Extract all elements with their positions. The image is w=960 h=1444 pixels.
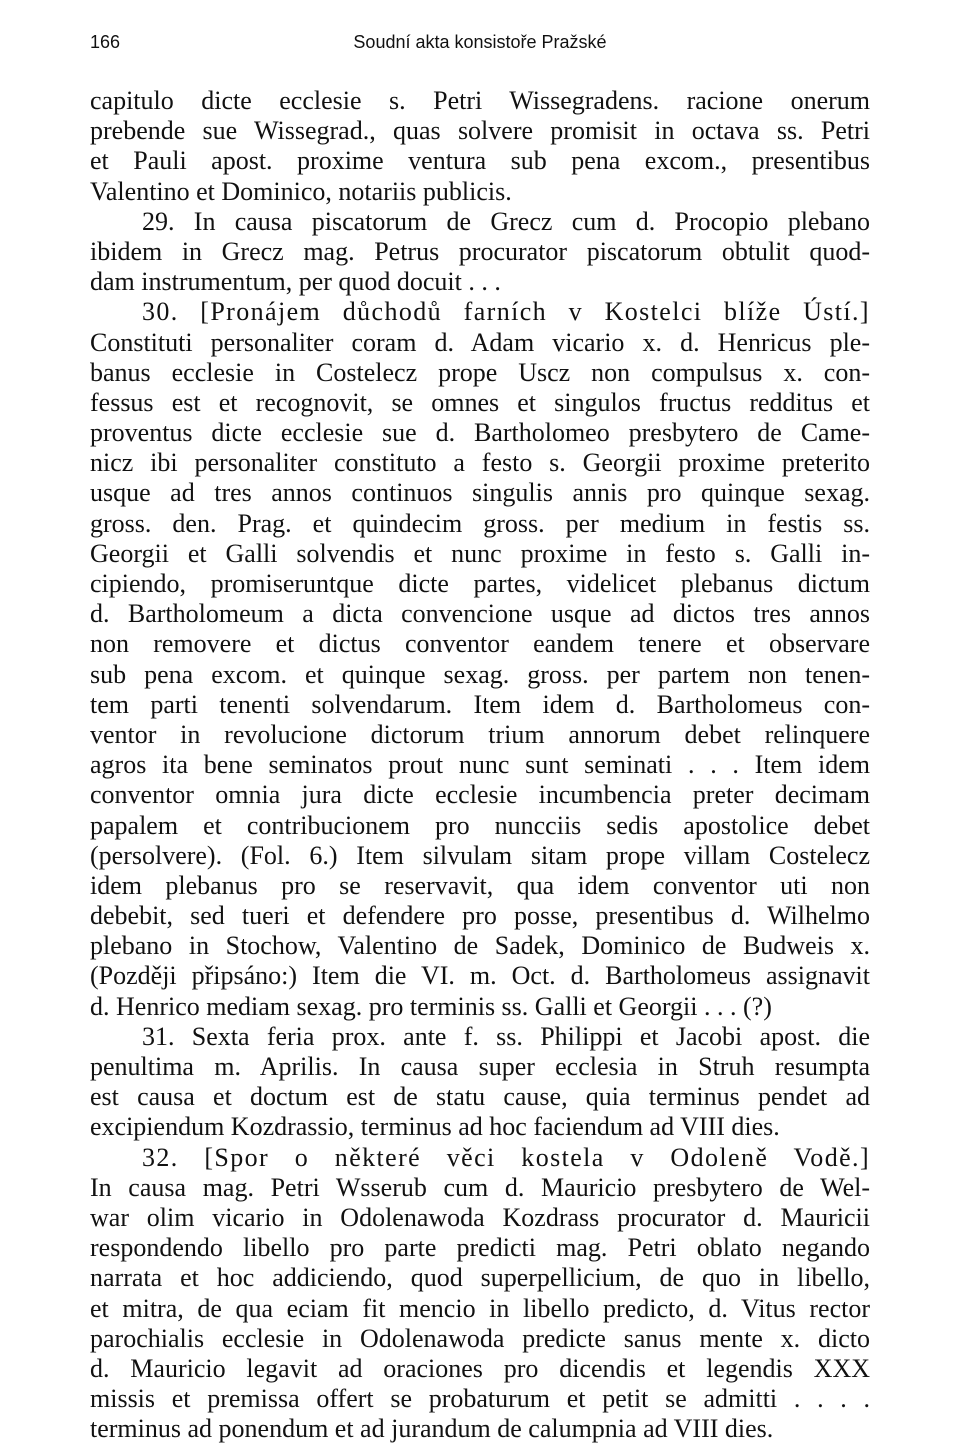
text-line: sub pena excom. et quinque sexag. gross. per partem non tenen- xyxy=(90,659,870,689)
text-line: 32. [Spor o některé věci kostela v Odoleně Vodě.] xyxy=(142,1142,870,1172)
text-line: non removere et dictus conventor eandem tenere et observare xyxy=(90,629,870,659)
text-line: et Pauli apost. proxime ventura sub pena excom., presentibus xyxy=(90,146,870,176)
text-line: 30. [Pronájem důchodů farních v Kostelci blíže Ústí.] xyxy=(142,297,870,327)
text-line: plebano in Stochow, Valentino de Sadek, Dominico de Budweis x. xyxy=(90,931,870,961)
text-line: conventor omnia jura dicte ecclesie incumbencia preter decimam xyxy=(90,780,870,810)
text-line: d. Mauricio legavit ad oraciones pro dicendis et legendis XXX xyxy=(90,1353,870,1383)
running-title: Soudní akta konsistoře Pražské xyxy=(353,32,607,52)
text-line: parochialis ecclesie in Odolenawoda predicte sanus mente x. dicto xyxy=(90,1323,870,1353)
text-line: Constituti personaliter coram d. Adam vicario x. d. Henricus ple- xyxy=(90,327,870,357)
text-line: Valentino et Dominico, notariis publicis. xyxy=(90,176,512,206)
text-line: usque ad tres annos continuos singulis annis pro quinque sexag. xyxy=(90,478,870,508)
page-number: 166 xyxy=(90,32,121,52)
text-line: debebit, sed tueri et defendere pro posse, presentibus d. Wilhelmo xyxy=(90,901,870,931)
text-line: war olim vicario in Odolenawoda Kozdrass procurator d. Mauricii xyxy=(90,1202,870,1232)
page-header xyxy=(90,30,870,54)
text-line: ibidem in Grecz mag. Petrus procurator piscatorum obtulit quod- xyxy=(90,236,870,266)
text-line: gross. den. Prag. et quindecim gross. per medium in festis ss. xyxy=(90,508,870,538)
text-line: prebende sue Wissegrad., quas solvere promisit in octava ss. Petri xyxy=(90,116,870,146)
text-line: Georgii et Galli solvendis et nunc proxime in festo s. Galli in- xyxy=(90,538,870,568)
text-line: cipiendo, promiseruntque dicte partes, videlicet plebanus dictum xyxy=(90,569,870,598)
text-line: terminus ad ponendum et ad jurandum de calumpnia ad VIII dies. xyxy=(90,1414,774,1444)
text-line: In causa mag. Petri Wsserub cum d. Mauricio presbytero de Wel- xyxy=(90,1172,870,1202)
text-line: narrata et hoc addiciendo, quod superpellicium, de quo in libello, xyxy=(90,1263,870,1293)
text-line: excipiendum Kozdrassio, terminus ad hoc faciendum ad VIII dies. xyxy=(90,1112,780,1142)
text-line: papalem et contribucionem pro nuncciis sedis apostolice debet xyxy=(90,810,870,840)
text-line: penultima m. Aprilis. In causa super ecclesia in Struh resumpta xyxy=(90,1052,870,1081)
text-line: 29. In causa piscatorum de Grecz cum d. Procopio plebano xyxy=(142,206,870,236)
text-line: est causa et doctum est de statu cause, quia terminus pendet ad xyxy=(90,1082,870,1112)
text-line: idem plebanus pro se reservavit, qua idem conventor uti non xyxy=(90,870,870,900)
text-line: 31. Sexta feria prox. ante f. ss. Philippi et Jacobi apost. die xyxy=(142,1021,870,1051)
text-line: capitulo dicte ecclesie s. Petri Wissegradens. racione onerum xyxy=(90,86,870,115)
text-line: proventus dicte ecclesie sue d. Bartholomeo presbytero de Came- xyxy=(90,418,870,448)
text-line: d. Henrico mediam sexag. pro terminis ss. Galli et Georgii . . . (?) xyxy=(90,991,772,1021)
text-line: et mitra, de qua eciam fit mencio in libello predicto, d. Vitus rector xyxy=(90,1293,870,1323)
text-line: missis et premissa offert se probaturum et petit se admitti . . . . xyxy=(90,1384,870,1414)
text-line: agros ita bene seminatos prout nunc sunt seminati . . . Item idem xyxy=(90,750,870,780)
text-line: (Později připsáno:) Item die VI. m. Oct. d. Bartholomeus assignavit xyxy=(90,961,870,991)
text-line: d. Bartholomeum a dicta convencione usque ad dictos tres annos xyxy=(90,599,870,629)
text-line: banus ecclesie in Costelecz prope Uscz non compulsus x. con- xyxy=(90,357,870,387)
text-line: (persolvere). (Fol. 6.) Item silvulam sitam prope villam Costelecz xyxy=(90,840,870,870)
body-text xyxy=(90,86,870,1444)
text-line: respondendo libello pro parte predicti mag. Petri oblato negando xyxy=(90,1233,870,1263)
text-line: nicz ibi personaliter constituto a festo s. Georgii proxime preterito xyxy=(90,448,870,478)
text-line: dam instrumentum, per quod docuit . . . xyxy=(90,267,501,297)
text-line: fessus est et recognovit, se omnes et singulos fructus redditus et xyxy=(90,387,870,417)
text-line: tem parti tenenti solvendarum. Item idem d. Bartholomeus con- xyxy=(90,689,870,719)
text-line: ventor in revolucione dictorum trium annorum debet relinquere xyxy=(90,719,870,749)
